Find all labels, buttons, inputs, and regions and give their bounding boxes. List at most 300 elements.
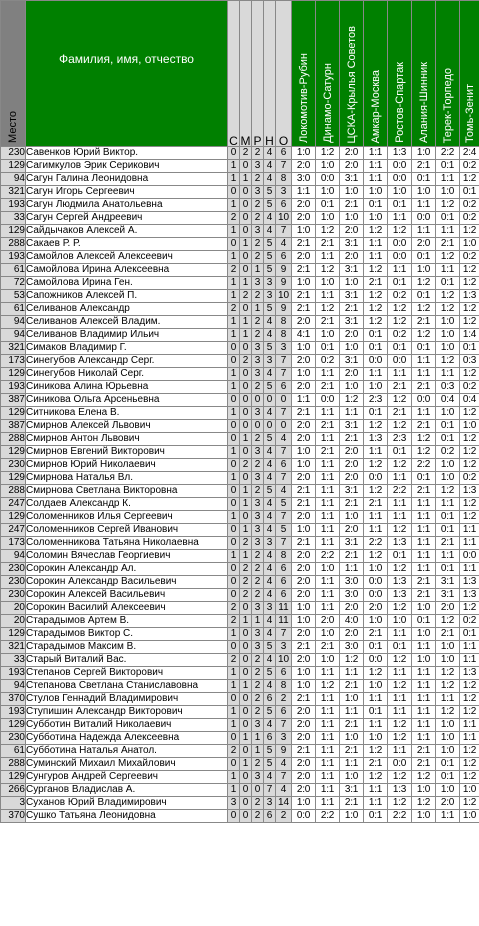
score-cell: 1:2 [460,277,479,290]
score-cell: 0:1 [364,706,388,719]
category-cell: 0 [240,225,252,238]
score-cell: 1:1 [388,706,412,719]
category-cell: 5 [264,342,276,355]
category-cell: 0 [228,186,240,199]
score-cell: 1:2 [412,329,436,342]
category-cell: 0 [228,459,240,472]
score-cell: 2:0 [340,368,364,381]
score-cell: 2:1 [292,407,316,420]
category-cell: 2 [252,758,264,771]
category-cell: 1 [240,277,252,290]
score-cell: 2:2 [436,147,460,160]
score-cell: 1:2 [460,745,479,758]
score-cell: 0:0 [364,589,388,602]
score-cell: 1:1 [436,810,460,823]
score-cell: 1:1 [364,160,388,173]
score-cell: 1:1 [316,589,340,602]
place-cell: 288 [1,758,26,771]
score-cell: 1:1 [364,368,388,381]
score-cell: 0:1 [364,810,388,823]
score-cell: 2:1 [340,498,364,511]
score-cell: 1:3 [460,576,479,589]
category-cell: 5 [264,381,276,394]
score-cell: 0:1 [436,758,460,771]
score-cell: 2:1 [436,628,460,641]
score-cell: 1:2 [412,797,436,810]
category-cell: 0 [240,342,252,355]
category-cell: 3 [252,602,264,615]
score-cell: 0:1 [388,550,412,563]
category-cell: 6 [264,693,276,706]
place-cell: 193 [1,199,26,212]
table-row [1,511,479,524]
score-cell: 1:2 [436,303,460,316]
category-cell: 1 [228,199,240,212]
score-cell: 1:1 [364,524,388,537]
category-cell: 3 [264,602,276,615]
place-cell: 129 [1,225,26,238]
place-cell: 247 [1,524,26,537]
score-cell: 1:1 [388,498,412,511]
place-cell: 129 [1,446,26,459]
category-cell: 5 [264,758,276,771]
score-cell: 2:1 [292,641,316,654]
score-cell: 1:1 [316,524,340,537]
category-cell: 3 [252,641,264,654]
name-cell: Самойлова Ирина Ген. [26,277,228,290]
category-cell: 5 [264,433,276,446]
score-cell: 1:2 [412,771,436,784]
score-cell: 1:0 [436,732,460,745]
name-cell: Селиванов Александр [26,303,228,316]
score-cell: 1:2 [388,394,412,407]
category-cell: 8 [276,550,292,563]
score-cell: 1:0 [436,407,460,420]
score-cell: 1:0 [292,277,316,290]
table-row [1,563,479,576]
score-cell: 3:0 [292,173,316,186]
category-cell: 0 [240,264,252,277]
category-cell: 1 [252,303,264,316]
score-cell: 3:1 [436,589,460,602]
score-cell: 1:1 [316,667,340,680]
score-cell: 2:1 [412,316,436,329]
category-cell: 0 [240,368,252,381]
score-cell: 0:1 [316,342,340,355]
score-cell: 1:2 [412,277,436,290]
score-cell: 1:1 [460,732,479,745]
score-cell: 0:1 [436,563,460,576]
place-cell: 193 [1,706,26,719]
name-cell: Сорокин Алексей Васильевич [26,589,228,602]
score-cell: 1:2 [316,147,340,160]
score-cell: 2:4 [460,147,479,160]
score-cell: 1:1 [292,186,316,199]
score-cell: 0:1 [388,342,412,355]
category-cell: 0 [264,420,276,433]
category-cell: 3 [252,160,264,173]
place-cell: 230 [1,459,26,472]
category-cell: 2 [240,459,252,472]
score-cell: 1:2 [364,550,388,563]
category-cell: 6 [276,563,292,576]
category-cell: 0 [240,771,252,784]
score-cell: 1:2 [460,706,479,719]
table-body [1,147,479,823]
place-cell: 129 [1,160,26,173]
place-cell: 129 [1,628,26,641]
place-cell: 288 [1,433,26,446]
category-cell: 6 [264,810,276,823]
score-cell: 2:1 [316,316,340,329]
place-cell: 33 [1,212,26,225]
score-cell: 1:1 [412,719,436,732]
score-cell: 1:0 [316,160,340,173]
category-cell: 0 [264,394,276,407]
table-row [1,654,479,667]
score-cell: 0:2 [460,212,479,225]
score-cell: 0:1 [436,771,460,784]
place-cell: 230 [1,589,26,602]
score-cell: 1:2 [460,693,479,706]
score-cell: 2:1 [340,745,364,758]
category-cell: 7 [276,368,292,381]
score-cell: 1:2 [460,602,479,615]
score-cell: 1:1 [412,368,436,381]
table-row [1,446,479,459]
score-cell: 1:0 [340,511,364,524]
score-cell: 2:0 [340,472,364,485]
table-row [1,485,479,498]
score-cell: 1:3 [460,589,479,602]
category-cell: 6 [276,381,292,394]
category-cell: 2 [252,706,264,719]
category-cell: 1 [228,316,240,329]
score-cell: 2:0 [340,628,364,641]
score-cell: 2:1 [292,238,316,251]
score-cell: 2:1 [340,199,364,212]
score-cell: 1:0 [292,446,316,459]
score-cell: 1:2 [412,303,436,316]
category-cell: 6 [276,576,292,589]
score-cell: 1:0 [436,784,460,797]
category-cell: 3 [252,368,264,381]
score-cell: 1:3 [364,433,388,446]
place-cell: 53 [1,290,26,303]
category-cell: 0 [240,199,252,212]
score-cell: 2:1 [316,381,340,394]
table-row [1,589,479,602]
score-cell: 1:1 [316,290,340,303]
category-cell: 4 [264,459,276,472]
category-cell: 2 [228,654,240,667]
category-cell: 7 [276,628,292,641]
score-cell: 1:1 [364,147,388,160]
score-cell: 1:1 [388,472,412,485]
category-cell: 4 [264,771,276,784]
name-cell: Смирнов Антон Львович [26,433,228,446]
score-cell: 2:0 [292,706,316,719]
score-cell: 1:1 [364,511,388,524]
table-row [1,550,479,563]
category-cell: 2 [252,589,264,602]
category-cell: 2 [252,667,264,680]
score-cell: 2:1 [340,550,364,563]
score-cell: 1:2 [436,706,460,719]
category-cell: 9 [276,277,292,290]
name-cell: Суминский Михаил Михайлович [26,758,228,771]
score-cell: 4:0 [340,615,364,628]
score-cell: 3:1 [340,316,364,329]
category-cell: 4 [264,329,276,342]
place-cell: 94 [1,680,26,693]
score-cell: 1:1 [412,693,436,706]
score-cell: 0:1 [412,342,436,355]
category-cell: 3 [264,797,276,810]
header-cat-o: О [276,1,292,147]
place-cell: 387 [1,394,26,407]
score-cell: 1:0 [436,329,460,342]
score-cell: 1:1 [388,264,412,277]
score-cell: 1:1 [316,745,340,758]
table-row [1,329,479,342]
category-cell: 4 [264,524,276,537]
score-cell: 1:0 [292,667,316,680]
name-cell: Старадымов Артем В. [26,615,228,628]
category-cell: 1 [240,173,252,186]
score-cell: 2:0 [292,732,316,745]
category-cell: 4 [264,589,276,602]
score-cell: 1:0 [364,680,388,693]
score-cell: 1:0 [364,186,388,199]
name-cell: Селиванов Владимир Ильич [26,329,228,342]
category-cell: 0 [240,212,252,225]
table-row [1,355,479,368]
name-cell: Сорокин Василий Алексеевич [26,602,228,615]
score-cell: 1:0 [412,602,436,615]
place-cell: 20 [1,602,26,615]
name-cell: Сорокин Александр Васильевич [26,576,228,589]
category-cell: 4 [264,173,276,186]
name-cell: Смирнов Евгений Викторович [26,446,228,459]
score-cell: 3:1 [436,576,460,589]
score-cell: 3:0 [340,576,364,589]
score-cell: 1:1 [412,225,436,238]
name-cell: Самойлов Алексей Алексеевич [26,251,228,264]
category-cell: 0 [240,303,252,316]
score-cell: 1:0 [412,147,436,160]
name-cell: Суханов Юрий Владимирович [26,797,228,810]
score-cell: 2:0 [340,459,364,472]
category-cell: 3 [252,342,264,355]
name-cell: Соломенников Сергей Иванович [26,524,228,537]
place-cell: 288 [1,485,26,498]
score-cell: 0:1 [364,407,388,420]
score-cell: 1:1 [316,602,340,615]
category-cell: 3 [276,732,292,745]
category-cell: 2 [228,264,240,277]
name-cell: Самойлова Ирина Алексеевна [26,264,228,277]
category-cell: 0 [228,537,240,550]
category-cell: 2 [252,316,264,329]
header-row [1,1,479,147]
category-cell: 10 [276,290,292,303]
name-cell: Смирнов Алексей Львович [26,420,228,433]
table-row [1,173,479,186]
category-cell: 3 [252,628,264,641]
score-cell: 0:1 [412,173,436,186]
category-cell: 2 [252,251,264,264]
category-cell: 4 [276,238,292,251]
category-cell: 8 [276,680,292,693]
table-row [1,472,479,485]
score-cell: 0:3 [460,355,479,368]
category-cell: 4 [264,446,276,459]
score-cell: 2:1 [340,433,364,446]
name-cell: Сагун Сергей Андреевич [26,212,228,225]
header-match: Алания-Шинник [412,1,436,147]
category-cell: 8 [276,329,292,342]
score-cell: 0:0 [460,550,479,563]
category-cell: 5 [264,706,276,719]
category-cell: 3 [264,277,276,290]
category-cell: 4 [264,225,276,238]
score-cell: 0:0 [316,394,340,407]
category-cell: 0 [240,602,252,615]
score-cell: 1:2 [460,264,479,277]
category-cell: 6 [276,459,292,472]
score-cell: 0:1 [364,329,388,342]
place-cell: 129 [1,511,26,524]
score-cell: 2:1 [412,576,436,589]
score-cell: 1:1 [460,537,479,550]
score-cell: 1:1 [436,225,460,238]
category-cell: 0 [228,433,240,446]
score-cell: 1:1 [292,394,316,407]
category-cell: 0 [228,147,240,160]
category-cell: 2 [240,147,252,160]
category-cell: 1 [240,732,252,745]
score-cell: 1:2 [364,667,388,680]
table-row [1,303,479,316]
score-cell: 2:1 [292,498,316,511]
category-cell: 0 [240,745,252,758]
category-cell: 4 [264,147,276,160]
score-cell: 1:1 [388,693,412,706]
score-cell: 2:2 [316,550,340,563]
table-row [1,602,479,615]
score-cell: 1:0 [436,654,460,667]
score-cell: 1:2 [388,303,412,316]
category-cell: 7 [264,784,276,797]
category-cell: 1 [228,173,240,186]
name-cell: Солдаев Александр К. [26,498,228,511]
table-row [1,147,479,160]
score-cell: 1:1 [388,212,412,225]
category-cell: 3 [252,719,264,732]
place-cell: 61 [1,303,26,316]
place-cell: 321 [1,186,26,199]
category-cell: 1 [240,316,252,329]
place-cell: 94 [1,550,26,563]
category-cell: 1 [252,615,264,628]
place-cell: 193 [1,667,26,680]
score-cell: 1:1 [364,784,388,797]
score-cell: 2:3 [364,394,388,407]
category-cell: 0 [240,706,252,719]
score-cell: 1:2 [460,225,479,238]
category-cell: 3 [252,355,264,368]
score-cell: 2:0 [292,355,316,368]
name-cell: Смирнова Светлана Викторовна [26,485,228,498]
score-cell: 1:1 [316,693,340,706]
category-cell: 2 [240,576,252,589]
score-cell: 3:1 [340,173,364,186]
table-row [1,771,479,784]
category-cell: 0 [252,394,264,407]
category-cell: 0 [228,732,240,745]
score-cell: 0:0 [388,355,412,368]
score-cell: 1:1 [412,550,436,563]
category-cell: 2 [252,563,264,576]
score-cell: 0:2 [316,355,340,368]
place-cell: 266 [1,784,26,797]
score-cell: 1:2 [364,745,388,758]
score-cell: 1:2 [316,303,340,316]
score-cell: 1:1 [316,732,340,745]
category-cell: 5 [264,667,276,680]
name-cell: Сакаев Р. Р. [26,238,228,251]
score-cell: 1:0 [412,264,436,277]
score-cell: 2:1 [316,238,340,251]
category-cell: 4 [264,498,276,511]
score-cell: 2:0 [340,160,364,173]
place-cell: 61 [1,264,26,277]
name-cell: Синегубов Александр Серг. [26,355,228,368]
score-cell: 1:2 [388,225,412,238]
category-cell: 5 [276,524,292,537]
table-row [1,433,479,446]
category-cell: 2 [252,199,264,212]
name-cell: Субботина Надежда Алексеевна [26,732,228,745]
score-cell: 0:1 [412,472,436,485]
table-row [1,316,479,329]
score-cell: 3:1 [340,355,364,368]
table-row [1,615,479,628]
score-cell: 2:0 [292,576,316,589]
score-cell: 2:0 [292,420,316,433]
category-cell: 7 [276,719,292,732]
score-cell: 2:0 [292,381,316,394]
category-cell: 2 [252,810,264,823]
category-cell: 8 [276,316,292,329]
score-cell: 4:1 [292,329,316,342]
table-row [1,342,479,355]
score-cell: 1:0 [388,186,412,199]
name-cell: Синегубов Николай Серг. [26,368,228,381]
score-cell: 1:4 [460,329,479,342]
score-cell: 0:1 [436,420,460,433]
score-cell: 1:2 [460,173,479,186]
category-cell: 2 [252,576,264,589]
category-cell: 1 [228,446,240,459]
category-cell: 7 [276,472,292,485]
place-cell: 20 [1,615,26,628]
category-cell: 0 [228,563,240,576]
score-cell: 1:0 [292,342,316,355]
place-cell: 247 [1,498,26,511]
score-cell: 1:0 [412,628,436,641]
